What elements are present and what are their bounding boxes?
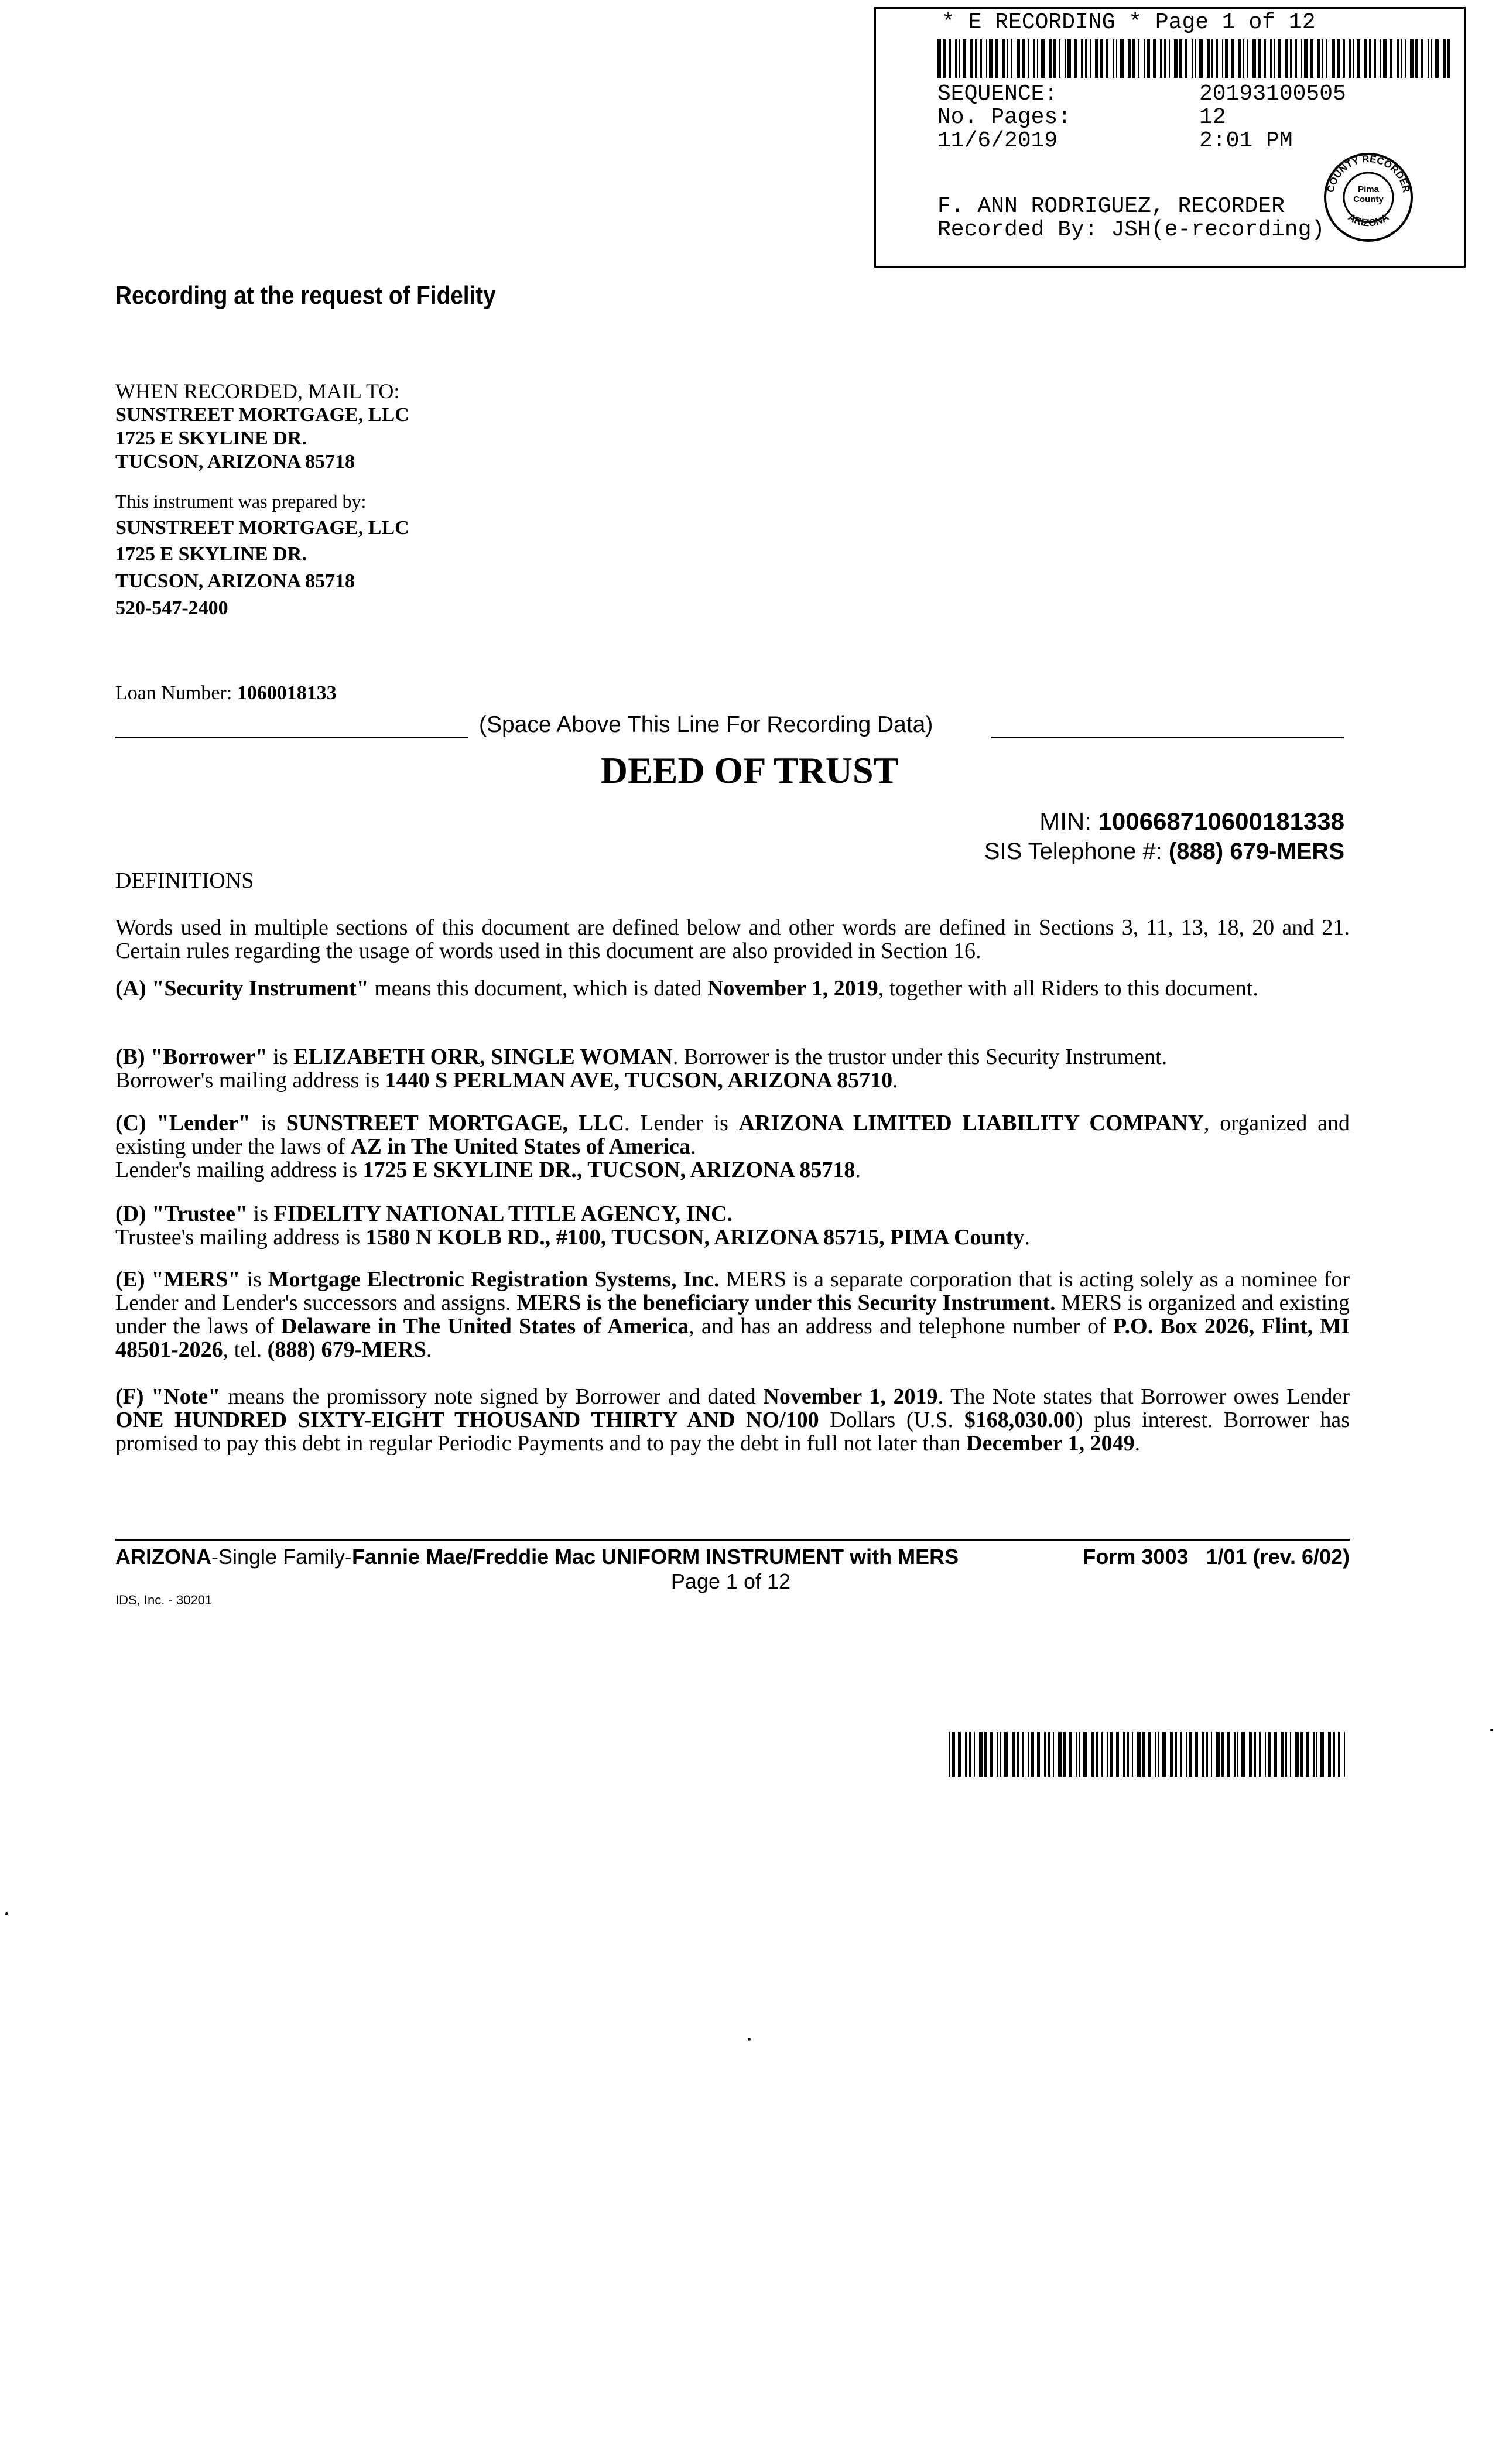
barcode-bar — [1053, 1732, 1054, 1777]
barcode-bar — [986, 39, 987, 78]
barcode-bar — [1199, 39, 1203, 78]
definition-d-text-1: is — [248, 1202, 274, 1226]
barcode-bar — [1337, 39, 1340, 78]
trustee-address: 1580 N KOLB RD., #100, TUCSON, ARIZONA 85715, PIMA County — [365, 1225, 1025, 1250]
barcode-bar — [958, 1732, 961, 1777]
barcode-bar — [1017, 1732, 1019, 1777]
definition-b-text-4: . — [892, 1068, 898, 1093]
barcode-bar — [1028, 39, 1030, 78]
barcode-bar — [1162, 1732, 1166, 1777]
definition-c-text-1: is — [250, 1111, 286, 1135]
loan-number-value: 1060018133 — [237, 682, 337, 704]
barcode-bar — [1069, 1732, 1072, 1777]
barcode-bar — [1380, 39, 1381, 78]
barcode-bar — [1216, 1732, 1220, 1777]
barcode-bar — [1207, 39, 1210, 78]
barcode-bar — [1048, 1732, 1050, 1777]
barcode-bar — [974, 1732, 975, 1777]
barcode-bar — [997, 1732, 998, 1777]
barcode-bar — [1017, 39, 1020, 78]
barcode-bar — [1189, 1732, 1192, 1777]
barcode-bar — [1028, 1732, 1029, 1777]
barcode-bar — [1169, 39, 1170, 78]
definitions-heading: DEFINITIONS — [115, 868, 254, 893]
definition-e-text-5: , tel. — [223, 1337, 268, 1362]
barcode-bar — [1155, 1732, 1156, 1777]
prepared-by-line-1: SUNSTREET MORTGAGE, LLC — [115, 517, 409, 539]
definition-e-text-4: , and has an address and telephone number of — [689, 1314, 1113, 1339]
barcode-bar — [1174, 39, 1178, 78]
barcode-bar — [1247, 39, 1248, 78]
mers-beneficiary-statement: MERS is the beneficiary under this Security Instrument. — [516, 1291, 1056, 1315]
barcode-bar — [1137, 1732, 1141, 1777]
footer-page-number: Page 1 of 12 — [670, 1569, 791, 1593]
barcode-bar — [1322, 39, 1323, 78]
barcode-bar — [1316, 1732, 1317, 1777]
definition-f-text-3: Dollars (U.S. — [819, 1408, 964, 1432]
barcode-bar — [1290, 1732, 1291, 1777]
lender-jurisdiction: AZ in The United States of America — [351, 1134, 690, 1159]
barcode-bar — [1076, 1732, 1077, 1777]
prepared-by-heading: This instrument was prepared by: — [115, 491, 367, 512]
definition-a-text-2: , together with all Riders to this document. — [878, 976, 1258, 1001]
seal-top-text: COUNTY RECORDER — [1325, 153, 1412, 194]
barcode-bar — [949, 39, 951, 78]
min-label: MIN: — [1039, 807, 1091, 835]
loan-number — [115, 682, 337, 705]
definition-e — [115, 1268, 1350, 1361]
definitions-intro — [115, 916, 1350, 963]
trustee-name: FIDELITY NATIONAL TITLE AGENCY, INC. — [273, 1202, 733, 1226]
county-recorder-seal-icon — [1320, 149, 1417, 246]
pages-value: 12 — [1199, 105, 1226, 130]
barcode-bar — [959, 39, 960, 78]
barcode-bar — [1096, 1732, 1098, 1777]
seal-bottom-text: ARIZONA — [1346, 211, 1391, 229]
barcode-bar — [1090, 39, 1091, 78]
barcode-bar — [1059, 39, 1060, 78]
barcode-bar — [1343, 39, 1345, 78]
barcode-bar — [1225, 39, 1228, 78]
definition-f-text-2: . The Note states that Borrower owes Lender — [937, 1384, 1350, 1409]
barcode-bar — [1227, 1732, 1230, 1777]
definition-c-label: (C) "Lender" — [115, 1111, 251, 1135]
definition-b-text-3: Borrower's mailing address is — [115, 1068, 385, 1093]
barcode-bar — [1095, 39, 1098, 78]
barcode-bar — [1264, 39, 1266, 78]
barcode-bar — [1332, 39, 1335, 78]
barcode-bar — [1344, 1732, 1345, 1777]
space-above-line-note: (Space Above This Line For Recording Data) — [479, 712, 933, 737]
sis-value: (888) 679-MERS — [1168, 839, 1344, 864]
barcode-bar — [1285, 39, 1288, 78]
definition-d-text-3: . — [1024, 1225, 1030, 1250]
barcode-bar — [1415, 39, 1418, 78]
barcode-bar — [1127, 1732, 1129, 1777]
barcode-bar — [1037, 1732, 1040, 1777]
mail-to-heading: WHEN RECORDED, MAIL TO: — [115, 379, 400, 403]
note-maturity-date: December 1, 2049 — [966, 1431, 1135, 1456]
footer-ids: IDS, Inc. - 30201 — [115, 1593, 213, 1607]
barcode-bar — [1320, 1732, 1324, 1777]
barcode-bar — [1160, 39, 1162, 78]
barcode-bar — [1383, 39, 1387, 78]
sis-line — [761, 839, 1344, 864]
mers-telephone: (888) 679-MERS — [267, 1337, 426, 1362]
definition-d-label: (D) "Trustee" — [115, 1202, 248, 1226]
barcode-bar — [1067, 39, 1071, 78]
barcode-bar — [969, 1732, 971, 1777]
barcode-bar — [1216, 39, 1218, 78]
barcode-bar — [1031, 1732, 1034, 1777]
barcode-bar — [1041, 39, 1045, 78]
scan-speck — [748, 2038, 751, 2041]
barcode-bar — [943, 39, 946, 78]
footer-state: ARIZONA — [115, 1545, 211, 1569]
barcode-bar — [1390, 39, 1392, 78]
prepared-by-phone: 520-547-2400 — [115, 597, 228, 619]
definition-e-text-1: is — [240, 1267, 268, 1292]
barcode-bar — [1259, 1732, 1261, 1777]
barcode-bar — [984, 1732, 987, 1777]
barcode-bar — [1007, 39, 1008, 78]
barcode-bar — [1206, 1732, 1208, 1777]
barcode-bar — [1186, 1732, 1187, 1777]
barcode-bar — [963, 39, 966, 78]
definition-e-text-3: MERS is organized and existing under the laws of — [115, 1291, 1350, 1339]
barcode-bar — [1211, 39, 1214, 78]
security-instrument-date: November 1, 2019 — [707, 976, 878, 1001]
barcode-bar — [1175, 1732, 1177, 1777]
mers-jurisdiction: Delaware in The United States of America — [280, 1314, 689, 1339]
barcode-bar — [1211, 1732, 1212, 1777]
barcode-bar — [1313, 1732, 1315, 1777]
mail-to-line-2: 1725 E SKYLINE DR. — [115, 427, 307, 449]
barcode-bar — [1369, 39, 1371, 78]
seal-center-text: Pima County — [1353, 184, 1384, 204]
barcode-bar — [1326, 39, 1327, 78]
barcode-bar — [1012, 1732, 1015, 1777]
barcode-bar — [1364, 39, 1367, 78]
definition-f-text-4: ) plus interest. Borrower has promised to pay this debt in regular Periodic Payments and to pay the debt in full not later than — [115, 1408, 1350, 1456]
barcode-bar — [980, 39, 982, 78]
barcode-bar — [1148, 1732, 1151, 1777]
definition-c — [115, 1111, 1350, 1182]
barcode-bar — [1237, 1732, 1238, 1777]
footer-form-desc-2: Fannie Mae/Freddie Mac UNIFORM INSTRUMENT with MERS — [352, 1545, 959, 1569]
barcode-bar — [1164, 39, 1166, 78]
barcode-bar — [1265, 1732, 1266, 1777]
recording-request-line: Recording at the request of Fidelity — [115, 281, 496, 310]
barcode-bar — [1037, 39, 1038, 78]
barcode-bar — [1158, 1732, 1159, 1777]
note-amount: $168,030.00 — [964, 1408, 1076, 1432]
barcode-bar — [1234, 1732, 1236, 1777]
definition-b-label: (B) "Borrower" — [115, 1045, 268, 1069]
barcode-bar — [1300, 1732, 1303, 1777]
barcode-bar — [1138, 39, 1139, 78]
barcode-bar — [1295, 39, 1297, 78]
barcode-bar — [1295, 1732, 1299, 1777]
definition-b-text-2: . Borrower is the trustor under this Security Instrument. — [672, 1045, 1168, 1069]
recorder-name: F. ANN RODRIGUEZ, RECORDER — [937, 194, 1285, 219]
scan-speck — [1490, 1729, 1493, 1731]
barcode-bar — [1410, 39, 1414, 78]
barcode-bar — [1306, 1732, 1309, 1777]
barcode-bar — [1142, 1732, 1145, 1777]
barcode-bar — [1328, 1732, 1331, 1777]
barcode-bar — [1123, 1732, 1125, 1777]
barcode-bar — [1252, 39, 1256, 78]
barcode-bar — [1268, 1732, 1271, 1777]
barcode-bar — [1249, 1732, 1252, 1777]
barcode-bar — [937, 39, 941, 78]
recording-time: 2:01 PM — [1199, 128, 1293, 153]
barcode-bar — [1281, 1732, 1284, 1777]
barcode-bar — [1116, 1732, 1119, 1777]
definition-f-text-5: . — [1134, 1431, 1141, 1456]
definition-a — [115, 977, 1350, 1000]
barcode-bar — [1180, 1732, 1182, 1777]
definition-a-label: (A) "Security Instrument" — [115, 976, 369, 1001]
sis-label: SIS Telephone #: — [984, 839, 1162, 864]
recording-barcode — [937, 39, 1453, 78]
lender-entity-type: ARIZONA LIMITED LIABILITY COMPANY — [738, 1111, 1204, 1135]
barcode-bar — [1317, 39, 1320, 78]
barcode-bar — [1053, 39, 1056, 78]
barcode-bar — [1447, 39, 1450, 78]
barcode-bar — [1333, 1732, 1335, 1777]
barcode-bar — [1349, 39, 1351, 78]
barcode-bar — [1258, 39, 1261, 78]
barcode-bar — [1144, 39, 1145, 78]
barcode-bar — [1022, 1732, 1024, 1777]
barcode-bar — [1243, 39, 1244, 78]
barcode-bar — [1274, 1732, 1277, 1777]
barcode-bar — [1254, 1732, 1256, 1777]
barcode-bar — [955, 39, 957, 78]
prepared-by-line-3: TUCSON, ARIZONA 85718 — [115, 570, 355, 592]
barcode-bar — [1401, 39, 1402, 78]
barcode-bar — [1195, 1732, 1198, 1777]
pages-label: No. Pages: — [937, 105, 1072, 130]
barcode-bar — [1270, 39, 1272, 78]
barcode-bar — [970, 39, 973, 78]
definition-b — [115, 1045, 1350, 1092]
barcode-bar — [1011, 39, 1012, 78]
barcode-bar — [1107, 1732, 1108, 1777]
stamp-title: * E RECORDING * Page 1 of 12 — [942, 10, 1316, 35]
loan-number-label: Loan Number: — [115, 682, 232, 704]
barcode-bar — [952, 1732, 955, 1777]
barcode-bar — [1058, 1732, 1062, 1777]
barcode-bar — [1428, 39, 1429, 78]
barcode-bar — [1374, 39, 1376, 78]
document-title: DEED OF TRUST — [600, 750, 899, 791]
barcode-bar — [1085, 39, 1087, 78]
definition-d — [115, 1202, 1350, 1249]
svg-text:ARIZONA — [1346, 211, 1391, 228]
definition-c-text-3: , organized and existing under the laws of — [115, 1111, 1350, 1159]
barcode-bar — [1274, 39, 1275, 78]
barcode-bar — [979, 1732, 983, 1777]
scan-speck — [5, 1912, 8, 1915]
barcode-bar — [1170, 1732, 1173, 1777]
barcode-bar — [1278, 39, 1281, 78]
barcode-bar — [1147, 39, 1150, 78]
barcode-bar — [1116, 39, 1117, 78]
barcode-bar — [1083, 1732, 1087, 1777]
definition-a-text-1: means this document, which is dated — [368, 976, 708, 1001]
barcode-bar — [1405, 39, 1406, 78]
min-line — [761, 808, 1344, 835]
barcode-bar — [1079, 1732, 1080, 1777]
recording-date: 11/6/2019 — [937, 128, 1058, 153]
barcode-bar — [1353, 39, 1354, 78]
barcode-bar — [1128, 39, 1131, 78]
barcode-bar — [975, 39, 977, 78]
barcode-bar — [1022, 39, 1025, 78]
barcode-bar — [1435, 39, 1439, 78]
barcode-bar — [1081, 39, 1083, 78]
definition-f-text-1: means the promissory note signed by Borrower and dated — [220, 1384, 764, 1409]
barcode-bar — [1421, 39, 1423, 78]
barcode-bar — [1074, 39, 1077, 78]
borrower-address: 1440 S PERLMAN AVE, TUCSON, ARIZONA 85710 — [385, 1068, 893, 1093]
lender-name: SUNSTREET MORTGAGE, LLC — [286, 1111, 624, 1135]
barcode-bar — [1101, 1732, 1103, 1777]
recorded-by: Recorded By: JSH(e-recording) — [937, 217, 1325, 242]
footer-form-number: Form 3003 1/01 (rev. 6/02) — [1083, 1545, 1350, 1569]
barcode-bar — [1153, 39, 1156, 78]
footer-rule — [115, 1539, 1350, 1541]
barcode-bar — [1397, 39, 1399, 78]
footer-form-description — [115, 1545, 959, 1569]
definition-e-text-6: . — [426, 1337, 432, 1362]
barcode-bar — [1290, 39, 1292, 78]
definition-d-text-2: Trustee's mailing address is — [115, 1225, 366, 1250]
barcode-bar — [1000, 1732, 1001, 1777]
barcode-bar — [1100, 39, 1103, 78]
barcode-bar — [1310, 39, 1313, 78]
sequence-value: 20193100505 — [1199, 81, 1346, 107]
recording-divider-right — [991, 737, 1344, 738]
lender-address: 1725 E SKYLINE DR., TUCSON, ARIZONA 85718 — [362, 1158, 855, 1182]
barcode-bar — [1357, 39, 1360, 78]
prepared-by-line-2: 1725 E SKYLINE DR. — [115, 543, 307, 565]
barcode-bar — [1431, 39, 1432, 78]
definition-e-text-2: MERS is a separate corporation that is acting solely as a nominee for Lender and Lender's successors and assigns. — [115, 1267, 1350, 1315]
barcode-bar — [1033, 39, 1035, 78]
intro-text: Words used in multiple sections of this document are defined below and other words are defined in Sections 3, 11, 13, 18, 20 and 21. Certain rules regarding the usage of words used in this document are also provided in Section 16. — [115, 915, 1350, 963]
barcode-bar — [1238, 39, 1241, 78]
barcode-bar — [1285, 1732, 1287, 1777]
sequence-label: SEQUENCE: — [937, 81, 1058, 107]
definition-c-text-5: Lender's mailing address is — [115, 1158, 363, 1182]
barcode-bar — [1132, 1732, 1133, 1777]
barcode-bar — [1443, 39, 1446, 78]
barcode-bar — [1063, 1732, 1066, 1777]
barcode-bar — [1304, 39, 1308, 78]
footer-form-desc-1: -Single Family- — [211, 1545, 352, 1569]
definition-c-text-6: . — [855, 1158, 861, 1182]
borrower-name: ELIZABETH ORR, SINGLE WOMAN — [293, 1045, 673, 1069]
barcode-bar — [1113, 39, 1114, 78]
barcode-bar — [1120, 39, 1124, 78]
mail-to-line-3: TUCSON, ARIZONA 85718 — [115, 451, 355, 473]
definition-e-label: (E) "MERS" — [115, 1267, 241, 1292]
barcode-bar — [1231, 39, 1234, 78]
mers-address: P.O. Box 2026, Flint, MI 48501-2026 — [115, 1314, 1350, 1362]
document-barcode — [949, 1732, 1347, 1777]
definition-f-label: (F) "Note" — [115, 1384, 221, 1409]
barcode-bar — [1002, 39, 1005, 78]
barcode-bar — [1091, 1732, 1094, 1777]
barcode-bar — [1241, 1732, 1245, 1777]
definition-f — [115, 1385, 1350, 1455]
barcode-bar — [1110, 1732, 1113, 1777]
recording-divider-left — [115, 737, 468, 738]
barcode-bar — [1106, 39, 1108, 78]
barcode-bar — [989, 39, 993, 78]
barcode-bar — [949, 1732, 950, 1777]
barcode-bar — [1202, 1732, 1204, 1777]
min-value: 100668710600181338 — [1098, 807, 1344, 835]
barcode-bar — [1065, 39, 1066, 78]
barcode-bar — [1301, 39, 1302, 78]
barcode-bar — [1185, 39, 1187, 78]
barcode-bar — [1179, 39, 1182, 78]
definition-c-text-4: . — [690, 1134, 696, 1159]
barcode-bar — [965, 1732, 967, 1777]
definition-c-text-2: . Lender is — [624, 1111, 739, 1135]
definition-b-text-1: is — [267, 1045, 294, 1069]
barcode-bar — [1221, 1732, 1224, 1777]
note-amount-words: ONE HUNDRED SIXTY-EIGHT THOUSAND THIRTY AND NO/100 — [115, 1408, 819, 1432]
mail-to-line-1: SUNSTREET MORTGAGE, LLC — [115, 404, 409, 426]
barcode-bar — [1049, 39, 1052, 78]
barcode-bar — [1195, 39, 1196, 78]
barcode-bar — [1338, 1732, 1340, 1777]
barcode-bar — [1004, 1732, 1008, 1777]
mers-name: Mortgage Electronic Registration Systems, Inc. — [268, 1267, 720, 1292]
barcode-bar — [1132, 39, 1135, 78]
barcode-bar — [1044, 1732, 1046, 1777]
barcode-bar — [1192, 39, 1193, 78]
barcode-bar — [990, 1732, 993, 1777]
barcode-bar — [995, 39, 998, 78]
note-date: November 1, 2019 — [763, 1384, 938, 1409]
barcode-bar — [1222, 39, 1223, 78]
